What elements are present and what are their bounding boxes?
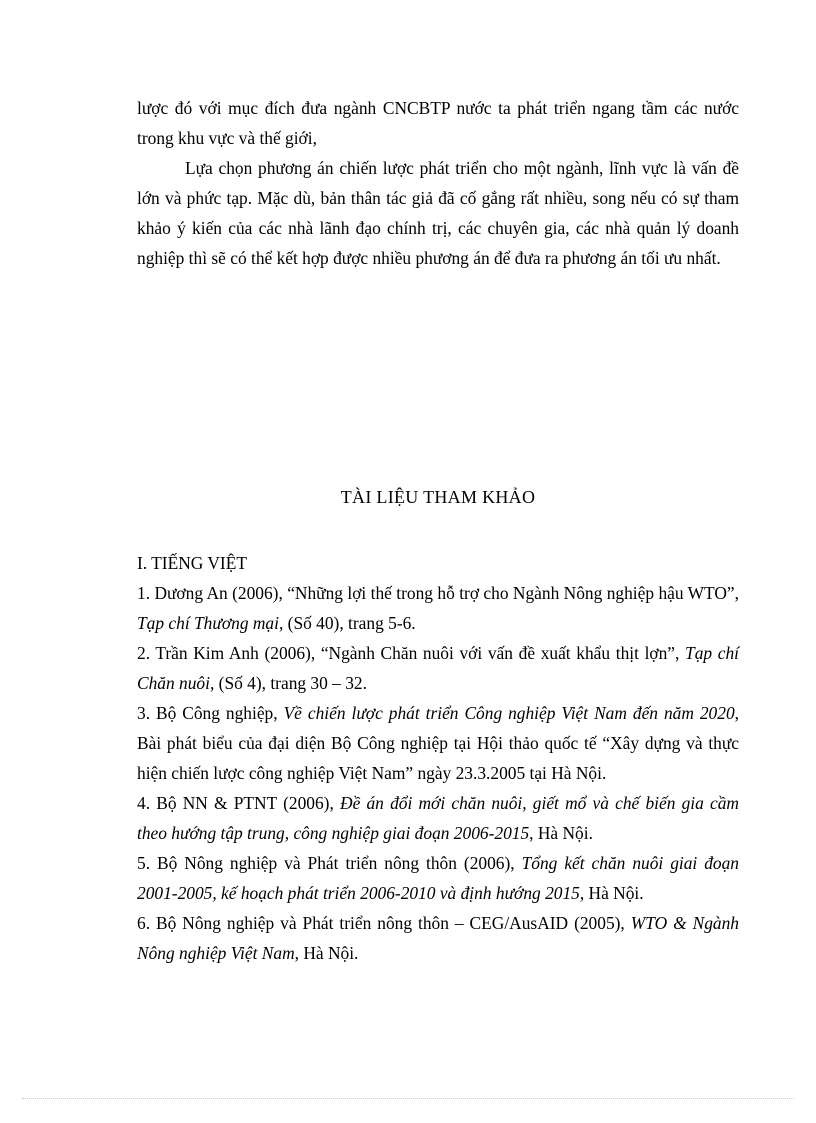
reference-text: 6. Bộ Nông nghiệp và Phát triển nông thôn – CEG/AusAID (2005), bbox=[137, 913, 631, 933]
reference-details: , (Số 40), trang 5-6. bbox=[278, 613, 416, 633]
reference-source: Tạp chí Thương mại bbox=[137, 613, 279, 633]
reference-source: WTO & Ngành Nông nghiệp Việt Nam bbox=[137, 913, 739, 963]
page-bottom-divider bbox=[22, 1098, 794, 1099]
reference-text: 1. Dương An (2006), “Những lợi thế trong hỗ trợ cho Ngành Nông nghiệp hậu WTO”, bbox=[137, 583, 739, 603]
reference-item bbox=[137, 908, 739, 968]
paragraph: Lựa chọn phương án chiến lược phát triển cho một ngành, lĩnh vực là vấn đề lớn và phức tạp. Mặc dù, bản thân tác giả đã cố gắng rất nhiều, song nếu có sự tham khảo ý kiến của các nhà lãnh đạo chính trị, các chuyên gia, các nhà quản lý doanh nghiệp thì sẽ có thể kết hợp được nhiều phương án để đưa ra phương án tối ưu nhất. bbox=[137, 158, 739, 268]
conclusion-section bbox=[137, 93, 739, 273]
reference-source: Tổng kết chăn nuôi giai đoạn 2001-2005, kế hoạch phát triển 2006-2010 và định hướng 2015 bbox=[137, 853, 740, 903]
reference-list bbox=[137, 548, 739, 968]
reference-details: , Hà Nội. bbox=[579, 883, 644, 903]
reference-item bbox=[137, 698, 739, 788]
reference-text: 5. Bộ Nông nghiệp và Phát triển nông thôn (2006), bbox=[137, 853, 522, 873]
reference-details: (Số 4), trang 30 – 32. bbox=[214, 673, 367, 693]
reference-item bbox=[137, 578, 739, 638]
reference-details: , Bài phát biểu của đại diện Bộ Công nghiệp tại Hội thảo quốc tế “Xây dựng và thực hiện chiến lược công nghiệp Việt Nam” ngày 23.3.2005 tại Hà Nội. bbox=[137, 703, 740, 783]
section-label: I. TIẾNG VIỆT bbox=[137, 553, 247, 573]
paragraph-continuation: lược đó với mục đích đưa ngành CNCBTP nước ta phát triển ngang tầm các nước trong khu vực và thế giới, bbox=[137, 98, 739, 148]
reference-source: Về chiến lược phát triển Công nghiệp Việt Nam đến năm 2020 bbox=[283, 703, 735, 723]
reference-text: 3. Bộ Công nghiệp, bbox=[137, 703, 284, 723]
reference-item bbox=[137, 788, 739, 848]
reference-item bbox=[137, 848, 739, 908]
reference-source: Đề án đổi mới chăn nuôi, giết mổ và chế biến gia cầm theo hướng tập trung, công nghiệp giai đoạn 2006-2015 bbox=[137, 793, 739, 843]
references-heading: TÀI LIỆU THAM KHẢO bbox=[340, 487, 536, 507]
reference-details: , Hà Nội. bbox=[529, 823, 593, 843]
reference-source: Tạp chí Chăn nuôi, bbox=[137, 643, 739, 693]
reference-item bbox=[137, 638, 739, 698]
reference-details: , Hà Nội. bbox=[294, 943, 359, 963]
reference-text: 2. Trần Kim Anh (2006), “Ngành Chăn nuôi với vấn đề xuất khẩu thịt lợn”, bbox=[137, 643, 686, 663]
reference-text: 4. Bộ NN & PTNT (2006), bbox=[137, 793, 341, 813]
